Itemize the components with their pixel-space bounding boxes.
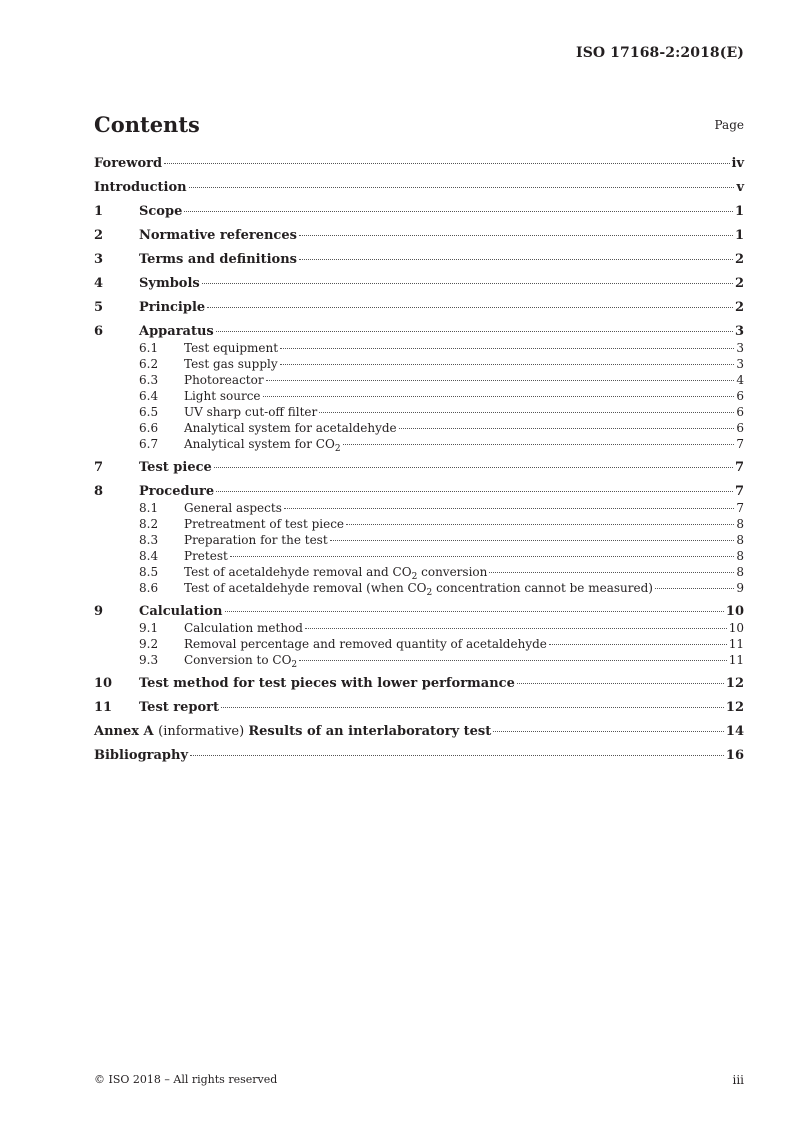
toc-entry[interactable] — [94, 276, 744, 292]
toc-entry-page: iv — [731, 156, 744, 171]
toc-entry[interactable] — [94, 204, 744, 220]
toc-entry-title: Symbols — [139, 276, 200, 291]
toc-subentry-page: 3 — [736, 341, 744, 355]
toc-entry-page: 3 — [734, 324, 744, 339]
toc-subentry-number: 6.5 — [139, 405, 159, 419]
toc-subentry-number: 6.1 — [139, 341, 159, 355]
dot-leader — [319, 412, 734, 413]
dot-leader — [221, 707, 724, 708]
toc-subentry-title: General aspects — [184, 501, 282, 515]
toc-entry[interactable] — [94, 228, 744, 244]
table-of-contents — [94, 156, 744, 764]
toc-subentry-title: Pretreatment of test piece — [184, 517, 345, 531]
toc-subentry-page: 6 — [736, 405, 744, 419]
dot-leader — [284, 508, 735, 509]
toc-subentry-number: 6.6 — [139, 421, 159, 435]
toc-entry-title: Scope — [139, 204, 183, 219]
toc-subentry-page: 10 — [728, 621, 744, 635]
toc-subentry-title: Photoreactor — [184, 373, 264, 387]
toc-subentry-page: 4 — [736, 373, 744, 387]
toc-subentry[interactable] — [94, 436, 744, 452]
toc-subentry-number: 8.3 — [139, 533, 159, 547]
dot-leader — [164, 163, 729, 164]
toc-subentry-page: 9 — [736, 581, 744, 595]
toc-subentry[interactable] — [94, 548, 744, 564]
toc-entry-page: 16 — [725, 748, 744, 763]
toc-entry-title: Foreword — [94, 156, 163, 171]
annex-label: Annex A — [94, 724, 159, 739]
dot-leader — [346, 524, 734, 525]
toc-entry[interactable] — [94, 676, 744, 692]
toc-subentry-number: 8.1 — [139, 501, 159, 515]
toc-subentry-number: 6.2 — [139, 357, 159, 371]
toc-subentry[interactable] — [94, 620, 744, 636]
toc-subentry-title: Analytical system for acetaldehyde — [184, 421, 397, 435]
page-number: iii — [732, 1073, 744, 1087]
toc-subentry[interactable] — [94, 356, 744, 372]
toc-subentry[interactable] — [94, 564, 744, 580]
toc-entry-title: Terms and definitions — [139, 252, 297, 267]
dot-leader — [266, 380, 735, 381]
toc-entry-title: Bibliography — [94, 748, 189, 763]
toc-entry[interactable] — [94, 156, 744, 172]
toc-entry-number: 6 — [94, 324, 104, 339]
dot-leader — [330, 540, 735, 541]
toc-subentry-title: Removal percentage and removed quantity of acetaldehyde — [184, 637, 547, 651]
annex-title: Results of an interlaboratory test — [248, 724, 492, 739]
dot-leader — [343, 444, 735, 445]
dot-leader — [225, 611, 724, 612]
toc-subentry-page: 6 — [736, 421, 744, 435]
toc-entry[interactable] — [94, 484, 744, 500]
toc-subentry-number: 6.7 — [139, 437, 159, 451]
toc-subentry-title: UV sharp cut-off filter — [184, 405, 318, 419]
dot-leader — [207, 307, 733, 308]
dot-leader — [299, 660, 727, 661]
toc-entry-title: Introduction — [94, 180, 187, 195]
dot-leader — [305, 628, 727, 629]
toc-entry-number: 5 — [94, 300, 104, 315]
toc-subentry-page: 8 — [736, 533, 744, 547]
toc-entry-title: Procedure — [139, 484, 215, 499]
toc-subentry-title: Analytical system for $CO_2$ — [184, 437, 341, 454]
toc-subentry-title: Test of acetaldehyde removal (when $CO_2$ concentration cannot be measured) — [184, 581, 653, 598]
toc-subentry[interactable] — [94, 372, 744, 388]
toc-entry[interactable] — [94, 724, 744, 740]
toc-subentry-title: Conversion to $CO_2$ — [184, 653, 298, 670]
toc-entry-page: 2 — [734, 252, 744, 267]
toc-subentry[interactable] — [94, 340, 744, 356]
toc-subentry-page: 3 — [736, 357, 744, 371]
toc-subentry-page: 7 — [736, 501, 744, 515]
toc-subentry-page: 6 — [736, 389, 744, 403]
toc-subentry-number: 6.3 — [139, 373, 159, 387]
dot-leader — [280, 364, 735, 365]
dot-leader — [280, 348, 734, 349]
toc-entry[interactable] — [94, 460, 744, 476]
toc-subentry[interactable] — [94, 636, 744, 652]
toc-subentry-number: 9.1 — [139, 621, 159, 635]
toc-subentry[interactable] — [94, 388, 744, 404]
toc-entry-number: 10 — [94, 676, 113, 691]
toc-subentry[interactable] — [94, 404, 744, 420]
toc-subentry-title: Pretest — [184, 549, 228, 563]
dot-leader — [399, 428, 735, 429]
toc-entry[interactable] — [94, 700, 744, 716]
toc-entry-page: 10 — [725, 604, 744, 619]
toc-subentry-number: 8.6 — [139, 581, 159, 595]
toc-entry[interactable] — [94, 180, 744, 196]
toc-entry-page: 12 — [725, 700, 744, 715]
toc-subentry-page: 11 — [728, 637, 744, 651]
toc-entry-title — [94, 724, 491, 740]
toc-entry[interactable] — [94, 748, 744, 764]
dot-leader — [230, 556, 735, 557]
dot-leader — [216, 331, 733, 332]
toc-entry-page: 1 — [734, 204, 744, 219]
toc-entry-page: 7 — [734, 460, 744, 475]
toc-subentry-page: 7 — [736, 437, 744, 451]
toc-subentry[interactable] — [94, 500, 744, 516]
copyright-notice: © ISO 2018 – All rights reserved — [94, 1073, 278, 1086]
dot-leader — [549, 644, 727, 645]
annex-type-note: (informative) — [158, 724, 249, 739]
toc-entry[interactable] — [94, 252, 744, 268]
toc-subentry-title: Preparation for the test — [184, 533, 328, 547]
toc-subentry-title: Test gas supply — [184, 357, 278, 371]
dot-leader — [489, 572, 734, 573]
toc-entry-page: 2 — [734, 300, 744, 315]
toc-subentry[interactable] — [94, 516, 744, 532]
dot-leader — [517, 683, 724, 684]
toc-subentry-page: 11 — [728, 653, 744, 667]
toc-entry-page: 14 — [725, 724, 744, 739]
toc-subentry[interactable] — [94, 420, 744, 436]
toc-entry-page: 1 — [734, 228, 744, 243]
contents-heading: Contents — [94, 112, 200, 137]
toc-entry-number: 9 — [94, 604, 104, 619]
toc-entry-number: 3 — [94, 252, 104, 267]
toc-subentry-page: 8 — [736, 549, 744, 563]
dot-leader — [299, 235, 733, 236]
toc-entry-title: Test piece — [139, 460, 212, 475]
toc-subentry-page: 8 — [736, 517, 744, 531]
toc-entry-number: 2 — [94, 228, 104, 243]
toc-entry-page: 2 — [734, 276, 744, 291]
dot-leader — [202, 283, 733, 284]
dot-leader — [493, 731, 724, 732]
toc-subentry-page: 8 — [736, 565, 744, 579]
toc-entry-number: 4 — [94, 276, 104, 291]
toc-subentry-title: Test equipment — [184, 341, 279, 355]
toc-subentry[interactable] — [94, 532, 744, 548]
page-column-label: Page — [714, 118, 744, 132]
dot-leader — [299, 259, 733, 260]
toc-entry-number: 7 — [94, 460, 104, 475]
toc-entry-number: 11 — [94, 700, 113, 715]
toc-subentry-title: Test of acetaldehyde removal and $CO_2$ conversion — [184, 565, 488, 582]
dot-leader — [190, 755, 724, 756]
toc-subentry-number: 9.3 — [139, 653, 159, 667]
dot-leader — [263, 396, 735, 397]
toc-entry-title: Principle — [139, 300, 206, 315]
toc-subentry-number: 9.2 — [139, 637, 159, 651]
toc-entry[interactable] — [94, 300, 744, 316]
toc-subentry-number: 8.4 — [139, 549, 159, 563]
toc-entry-page: v — [736, 180, 744, 195]
toc-entry-title: Test report — [139, 700, 220, 715]
toc-entry-title: Test method for test pieces with lower performance — [139, 676, 515, 691]
toc-entry-page: 12 — [725, 676, 744, 691]
toc-entry[interactable] — [94, 324, 744, 340]
toc-subentry-title: Calculation method — [184, 621, 303, 635]
toc-subentry[interactable] — [94, 580, 744, 596]
dot-leader — [216, 491, 733, 492]
toc-subentry[interactable] — [94, 652, 744, 668]
toc-entry-page: 7 — [734, 484, 744, 499]
toc-entry-title: Normative references — [139, 228, 297, 243]
dot-leader — [655, 588, 734, 589]
dot-leader — [184, 211, 733, 212]
toc-entry[interactable] — [94, 604, 744, 620]
dot-leader — [189, 187, 735, 188]
toc-subentry-number: 8.2 — [139, 517, 159, 531]
toc-entry-number: 1 — [94, 204, 104, 219]
toc-subentry-number: 8.5 — [139, 565, 159, 579]
document-id: ISO 17168-2:2018(E) — [576, 45, 744, 61]
toc-entry-title: Calculation — [139, 604, 223, 619]
toc-entry-title: Apparatus — [139, 324, 214, 339]
dot-leader — [214, 467, 733, 468]
toc-subentry-number: 6.4 — [139, 389, 159, 403]
toc-subentry-title: Light source — [184, 389, 261, 403]
toc-entry-number: 8 — [94, 484, 104, 499]
